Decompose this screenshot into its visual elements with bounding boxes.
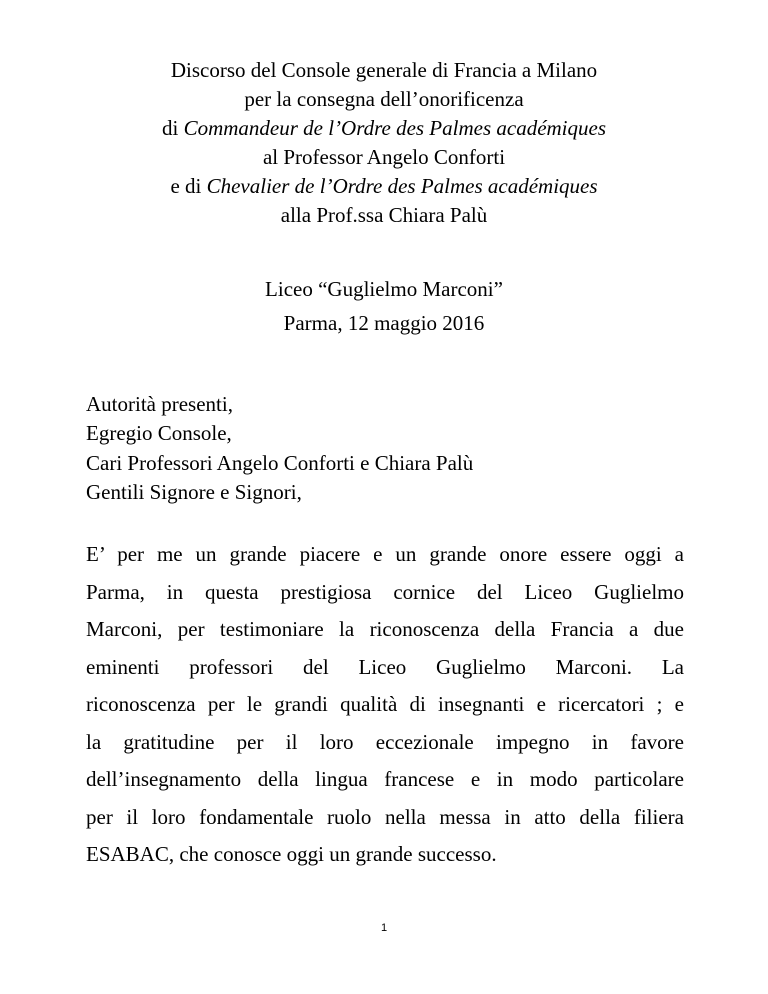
chevalier-title: Chevalier de l’Ordre des Palmes académiques <box>206 174 598 198</box>
salutation-line: Egregio Console, <box>86 421 232 446</box>
paragraph-line: eminenti professori del Liceo Guglielmo Marconi. La <box>86 654 684 679</box>
body-paragraph <box>86 536 684 874</box>
title-line-1: Discorso del Console generale di Francia a Milano <box>170 58 598 82</box>
salutation-line: Gentili Signore e Signori, <box>86 479 302 504</box>
title-line-6: alla Prof.ssa Chiara Palù <box>280 203 488 227</box>
title-line-3-prefix: di <box>161 116 184 140</box>
paragraph-line: riconoscenza per le grandi qualità di insegnanti e ricercatori ; e <box>86 692 684 716</box>
paragraph-line: la gratitudine per il loro eccezionale impegno in favore <box>86 729 684 754</box>
paragraph-line: Parma, in questa prestigiosa cornice del Liceo Guglielmo <box>86 579 684 604</box>
paragraph-line: E’ per me un grande piacere e un grande onore essere oggi a <box>86 542 684 566</box>
paragraph-line: Marconi, per testimoniare la riconoscenza della Francia a due <box>86 617 684 641</box>
title-line-4: al Professor Angelo Conforti <box>262 145 506 169</box>
title-line-5-prefix: e di <box>170 174 207 198</box>
salutation-block <box>86 390 706 507</box>
salutation-line: Autorità presenti, <box>86 392 233 416</box>
speech-title <box>0 56 768 230</box>
paragraph-line: ESABAC, che conosce oggi un grande successo. <box>86 842 497 866</box>
commandeur-title: Commandeur de l’Ordre des Palmes académiques <box>183 116 607 140</box>
title-line-3 <box>0 114 768 143</box>
date-line: Parma, 12 maggio 2016 <box>283 311 485 335</box>
page-number: 1 <box>380 922 388 934</box>
title-line-2: per la consegna dell’onorificenza <box>244 87 524 111</box>
title-line-5 <box>0 172 768 201</box>
salutation-line: Cari Professori Angelo Conforti e Chiara Palù <box>86 450 474 475</box>
venue-line: Liceo “Guglielmo Marconi” <box>265 277 503 301</box>
paragraph-line: per il loro fondamentale ruolo nella messa in atto della filiera <box>86 804 684 829</box>
paragraph-line: dell’insegnamento della lingua francese e in modo particolare <box>86 767 684 791</box>
